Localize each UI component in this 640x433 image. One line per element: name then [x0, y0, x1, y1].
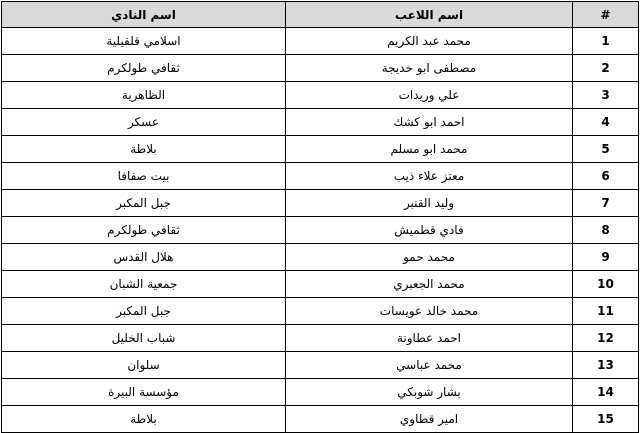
- table-body: [2, 28, 639, 433]
- player-name-cell: محمد عباسي: [286, 352, 573, 379]
- club-name-cell: ثقافي طولكرم: [2, 217, 286, 244]
- club-name-cell: بلاطة: [2, 406, 286, 433]
- table-row: [2, 55, 639, 82]
- player-name-cell: محمد حمو: [286, 244, 573, 271]
- header-row: [2, 2, 639, 28]
- club-name-cell: سلوان: [2, 352, 286, 379]
- table-row: [2, 217, 639, 244]
- row-number: 10: [573, 271, 639, 298]
- player-name-cell: بشار شوبكي: [286, 379, 573, 406]
- table-header: [2, 2, 639, 28]
- players-table: [1, 1, 639, 433]
- club-name-cell: الظاهرية: [2, 82, 286, 109]
- club-name-cell: مؤسسة البيرة: [2, 379, 286, 406]
- player-name-cell: محمد خالد عويسات: [286, 298, 573, 325]
- row-number: 12: [573, 325, 639, 352]
- table-row: [2, 244, 639, 271]
- club-name-cell: جبل المكبر: [2, 190, 286, 217]
- header-player-name: اسم اللاعب: [286, 2, 573, 28]
- table-row: [2, 109, 639, 136]
- row-number: 15: [573, 406, 639, 433]
- club-name-cell: بلاطة: [2, 136, 286, 163]
- row-number: 14: [573, 379, 639, 406]
- club-name-cell: اسلامي قلقيلية: [2, 28, 286, 55]
- row-number: 2: [573, 55, 639, 82]
- player-name-cell: محمد عبد الكريم: [286, 28, 573, 55]
- club-name-cell: جمعية الشبان: [2, 271, 286, 298]
- row-number: 6: [573, 163, 639, 190]
- header-club-name: اسم النادي: [2, 2, 286, 28]
- table-row: [2, 28, 639, 55]
- player-name-cell: امير قطاوي: [286, 406, 573, 433]
- player-name-cell: معتز علاء ذيب: [286, 163, 573, 190]
- player-name-cell: فادي قطميش: [286, 217, 573, 244]
- row-number: 4: [573, 109, 639, 136]
- table-row: [2, 163, 639, 190]
- club-name-cell: ثقافي طولكرم: [2, 55, 286, 82]
- row-number: 7: [573, 190, 639, 217]
- row-number: 1: [573, 28, 639, 55]
- club-name-cell: عسكر: [2, 109, 286, 136]
- player-name-cell: علي وريدات: [286, 82, 573, 109]
- table-row: [2, 352, 639, 379]
- club-name-cell: جبل المكبر: [2, 298, 286, 325]
- player-name-cell: مصطفى ابو خديجة: [286, 55, 573, 82]
- header-number: #: [573, 2, 639, 28]
- row-number: 9: [573, 244, 639, 271]
- table-row: [2, 379, 639, 406]
- club-name-cell: بيت صفافا: [2, 163, 286, 190]
- table-row: [2, 190, 639, 217]
- row-number: 5: [573, 136, 639, 163]
- table-row: [2, 271, 639, 298]
- player-name-cell: احمد عطاونة: [286, 325, 573, 352]
- player-name-cell: وليد القنبر: [286, 190, 573, 217]
- club-name-cell: هلال القدس: [2, 244, 286, 271]
- table-row: [2, 136, 639, 163]
- row-number: 13: [573, 352, 639, 379]
- table-row: [2, 298, 639, 325]
- club-name-cell: شباب الخليل: [2, 325, 286, 352]
- player-name-cell: احمد ابو كشك: [286, 109, 573, 136]
- row-number: 11: [573, 298, 639, 325]
- row-number: 8: [573, 217, 639, 244]
- table-row: [2, 82, 639, 109]
- table-row: [2, 406, 639, 433]
- row-number: 3: [573, 82, 639, 109]
- player-name-cell: محمد ابو مسلم: [286, 136, 573, 163]
- player-name-cell: محمد الجعبري: [286, 271, 573, 298]
- table-row: [2, 325, 639, 352]
